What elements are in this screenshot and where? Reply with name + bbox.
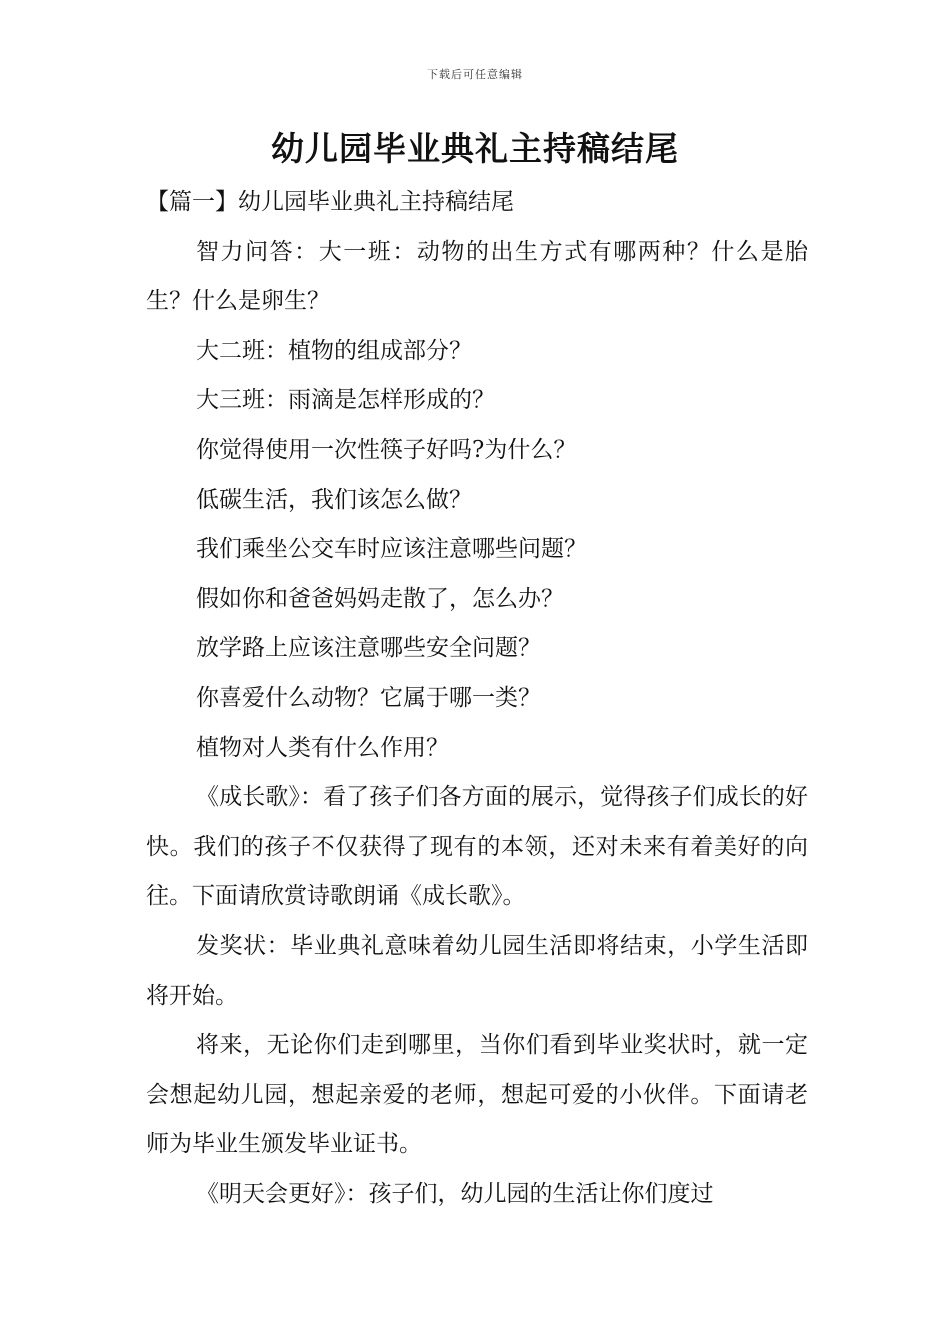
paragraph: 将来，无论你们走到哪里，当你们看到毕业奖状时，就一定会想起幼儿园，想起亲爱的老师，想起可爱的小伙伴。下面请老师为毕业生颁发毕业证书。 <box>146 1032 808 1158</box>
document-body <box>146 178 808 1219</box>
paragraph: 植物对人类有什么作用？ <box>196 734 449 761</box>
paragraph: 《成长歌》：看了孩子们各方面的展示，觉得孩子们成长的好快。我们的孩子不仅获得了现有的本领，还对未来有着美好的向往。下面请欣赏诗歌朗诵《成长歌》。 <box>146 784 808 910</box>
paragraph: 《明天会更好》：孩子们，幼儿园的生活让你们度过 <box>196 1180 714 1207</box>
document-title: 幼儿园毕业典礼主持稿结尾 <box>271 129 679 168</box>
paragraph: 发奖状：毕业典礼意味着幼儿园生活即将结束，小学生活即将开始。 <box>146 932 808 1009</box>
paragraph: 智力问答：大一班：动物的出生方式有哪两种？什么是胎生？什么是卵生？ <box>146 238 808 315</box>
paragraph: 低碳生活，我们该怎么做？ <box>196 486 472 513</box>
paragraph: 你觉得使用一次性筷子好吗?为什么？ <box>196 436 577 463</box>
paragraph: 大三班：雨滴是怎样形成的？ <box>196 387 495 414</box>
section-heading: 【篇一】幼儿园毕业典礼主持稿结尾 <box>146 189 514 215</box>
paragraph: 放学路上应该注意哪些安全问题？ <box>196 635 541 662</box>
paragraph: 我们乘坐公交车时应该注意哪些问题？ <box>196 536 587 563</box>
paragraph: 假如你和爸爸妈妈走散了，怎么办？ <box>196 585 564 612</box>
paragraph: 大二班：植物的组成部分？ <box>196 337 472 364</box>
paragraph: 你喜爱什么动物？它属于哪一类？ <box>196 684 541 711</box>
header-note: 下载后可任意编辑 <box>427 68 523 81</box>
